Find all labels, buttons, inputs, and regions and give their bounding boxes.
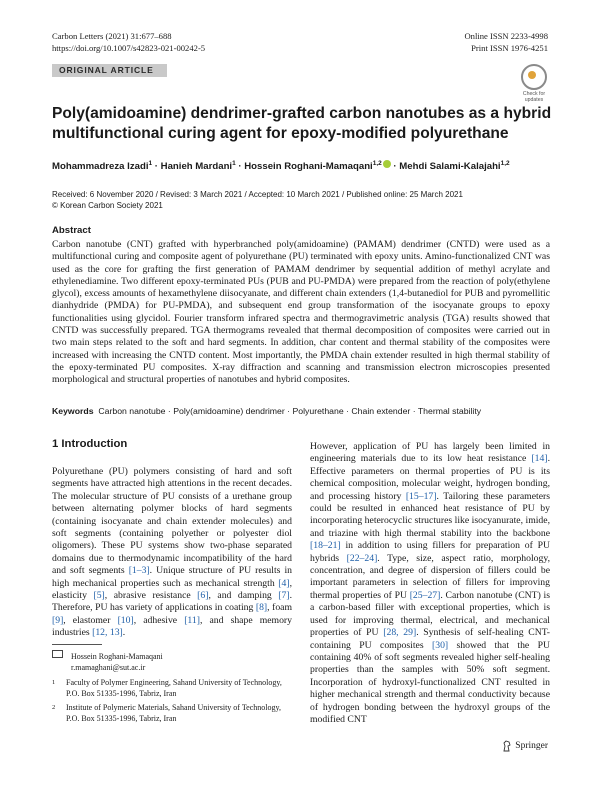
citation-link[interactable]: [14] [531, 453, 548, 465]
body-text: . Therefore, PU has variety of applications in coating [52, 590, 292, 614]
body-text: . Effective parameters on thermal properties of PU is its chemical composition, molecular weight, hydrogen bonding, and processing history [310, 453, 550, 502]
body-text: . Unique structure of PU results in high mechanical properties such as mechanical strength [52, 565, 292, 589]
body-text: in addition to using fillers for preparation of PU hybrids [310, 540, 550, 564]
citation-link[interactable]: [28, 29] [383, 627, 417, 639]
corresponding-author-name: Hossein Roghani-Mamaqani [71, 652, 163, 661]
affiliation-note [52, 702, 292, 724]
body-text: , elasticity [52, 577, 292, 602]
print-issn: Print ISSN 1976-4251 [471, 43, 548, 53]
body-text: Polyurethane (PU) polymers consisting of hard and soft segments have attracted high attentions in the recent decades. The molecular structure of PU consists of a urethane group between alternating polymer blocks of hard segments (containing isocyanate and chain extender molecules) and soft segments (containing polyether or polyester diol oligomers). These PU systems show two-phase separated domains due to thermodynamic incompatibility of the hard and soft segments [52, 466, 292, 577]
keywords [52, 405, 550, 417]
check-updates-icon [521, 64, 547, 90]
online-issn: Online ISSN 2233-4998 [464, 31, 548, 41]
author-affil: 1,2 [372, 160, 382, 167]
affiliation-note [52, 677, 292, 699]
author-name[interactable]: Hossein Roghani-Mamaqani [244, 161, 373, 173]
body-text: , elastomer [63, 614, 118, 626]
author-affil: 1 [232, 160, 236, 167]
journal-header [52, 30, 205, 54]
footnote-divider [52, 644, 102, 645]
citation-link[interactable]: [4] [278, 577, 290, 589]
citation-link[interactable]: [25–27] [409, 589, 441, 601]
body-text: . Carbon nanotube (CNT) is a carbon-based filler with exceptional properties, which is used for improving thermal, electrical, and mechanical properties of PU [310, 589, 550, 639]
citation-link[interactable]: [7] [278, 590, 290, 602]
citation-link[interactable]: [6] [197, 590, 209, 602]
citation-link[interactable]: [18–21] [310, 540, 341, 552]
corresponding-author-note [52, 650, 163, 673]
citation-link[interactable]: [8] [255, 602, 268, 614]
journal-citation: Carbon Letters (2021) 31:677–688 [52, 31, 172, 41]
abstract-text: Carbon nanotube (CNT) grafted with hyperbranched poly(amidoamine) (PAMAM) dendrimer (CNTD) were used as a multifunctional curing and composite agent of polyurethane (PU) terminated with epoxy units. Amino-functionalized CNT was used as the core for grafting the first generation of PAMAM dendrimer by sequential addition of methyl acrylate and ethylenediamine. Two different epoxy-terminated PUs (PUB and PU-PMDA) were prepared from the reaction of poly(ethylene glycol), excess amounts of hexamethylene diisocyanate, and different chain extenders (1,4-butanediol for PUB and pyromellitic dianhydride (PMDA) for PU-PMDA), and subsequent end group transformation of the isocyanate groups to epoxy functionalities using glycidol. Fourier transform infrared spectra and thermogravimetric analysis (TGA) results showed that CNTD was successfully prepared. TGA thermograms revealed that thermal decomposition of composites were carried out in two main steps related to the soft and hard segments. In addition, char content and thermal stability of the composites were increased with increasing the CNTD content. Most importantly, the PMDA chain extender resulted in high thermal stability of the epoxy-terminated PU composites. X-ray diffraction and scanning and transmission electron microscopies presented morphological and structural properties of nanotubes and hybrid composites. [52, 239, 550, 386]
publisher-logo [502, 740, 548, 752]
body-text: , and shape memory industries [52, 614, 292, 639]
body-text: However, application of PU has largely been limited in engineering materials due to its low heat resistance [310, 441, 550, 465]
body-text: . Tailoring these parameters could be resulted in enhanced heat resistance of PU by incorporating heterocyclic structures like isocyanurate, imide, and triazine with high thermal stability into the backbone [310, 490, 550, 539]
badge-line2: updates [524, 97, 544, 103]
citation-link[interactable]: [1–3] [128, 565, 150, 577]
citation-link[interactable]: [10] [117, 614, 134, 626]
intro-column-left [52, 466, 292, 640]
body-text: . Synthesis of self-healing CNT-containing PU composites [310, 627, 550, 651]
author-list: Mohammadreza Izadi$^1$ · Hanieh Mardani$^1$ · Hossein Roghani-Mamaqani$^{1,2}$ · Mehdi Salami-Kalajahi$^{1,2}$ [52, 160, 510, 173]
keywords-list: Carbon nanotube · Poly(amidoamine) dendrimer · Polyurethane · Chain extender · Thermal stability [98, 406, 482, 416]
publisher-name: Springer [515, 741, 548, 751]
issn-header [464, 30, 548, 54]
affiliation-number: 2 [52, 704, 56, 711]
copyright-line: © Korean Carbon Society 2021 [52, 201, 163, 210]
citation-link[interactable]: [30] [432, 639, 449, 651]
citation-link[interactable]: [5] [93, 590, 105, 602]
article-type-label: ORIGINAL ARTICLE [52, 64, 167, 77]
springer-horse-icon [502, 740, 512, 752]
publication-dates [52, 189, 463, 211]
check-for-updates-badge[interactable] [517, 64, 551, 103]
author-name[interactable]: Mehdi Salami-Kalajahi [399, 161, 501, 173]
keywords-label: Keywords [52, 406, 94, 416]
abstract-heading: Abstract [52, 225, 91, 236]
corresponding-email[interactable]: r.mamaghani@sut.ac.ir [71, 663, 146, 672]
orcid-icon[interactable] [383, 160, 391, 168]
citation-link[interactable]: [9] [52, 614, 64, 626]
author-name[interactable]: Hanieh Mardani [160, 161, 233, 173]
affiliation-text: Institute of Polymeric Materials, Sahand University of Technology, P.O. Box 51335-1996, Tabriz, Iran [66, 703, 281, 723]
affiliation-text: Faculty of Polymer Engineering, Sahand University of Technology, P.O. Box 51335-1996, Tabriz, Iran [66, 678, 282, 698]
author-affil: 1 [148, 160, 153, 167]
body-text: , adhesive [133, 614, 185, 626]
history-dates: Received: 6 November 2020 / Revised: 3 March 2021 / Accepted: 10 March 2021 / Published online: 25 March 2021 [52, 190, 463, 199]
body-text: , abrasive resistance [104, 590, 198, 602]
citation-link[interactable]: [12, 13] [92, 627, 123, 639]
doi-link[interactable]: https://doi.org/10.1007/s42823-021-00242-5 [52, 43, 206, 53]
body-text: . Type, size, aspect ratio, morphology, concentration, and degree of dispersion of fillers could be important parameters in selection of fillers for improving thermal properties of PU [310, 552, 550, 601]
author-affil: 1,2 [500, 160, 510, 167]
citation-link[interactable]: [11] [184, 614, 200, 626]
citation-link[interactable]: [15–17] [405, 490, 437, 502]
body-text: , foam [267, 602, 292, 614]
affiliation-number: 1 [52, 679, 56, 686]
badge-line1: Check for [522, 91, 546, 97]
envelope-icon [52, 650, 63, 658]
citation-link[interactable]: [22–24] [346, 552, 378, 564]
body-text: , and damping [208, 590, 279, 602]
intro-column-right [310, 441, 550, 726]
body-text: showed that the PU containing 40% of soft segments revealed higher self-healing properties than the samples with 50% soft segment. Incorporation of hydroxyl-functionalized CNT resulted in higher mechanical strength and thermal conductivity because of hydrogen bonding between the hydroxyl groups of the modified CNT [310, 639, 550, 725]
body-text: . [122, 627, 126, 639]
paper-title: Poly(amidoamine) dendrimer-grafted carbon nanotubes as a hybrid multifunctional curing agent for epoxy-modified polyurethane [52, 105, 552, 142]
introduction-heading: 1 Introduction [52, 438, 128, 450]
author-name[interactable]: Mohammadreza Izadi [52, 161, 149, 173]
